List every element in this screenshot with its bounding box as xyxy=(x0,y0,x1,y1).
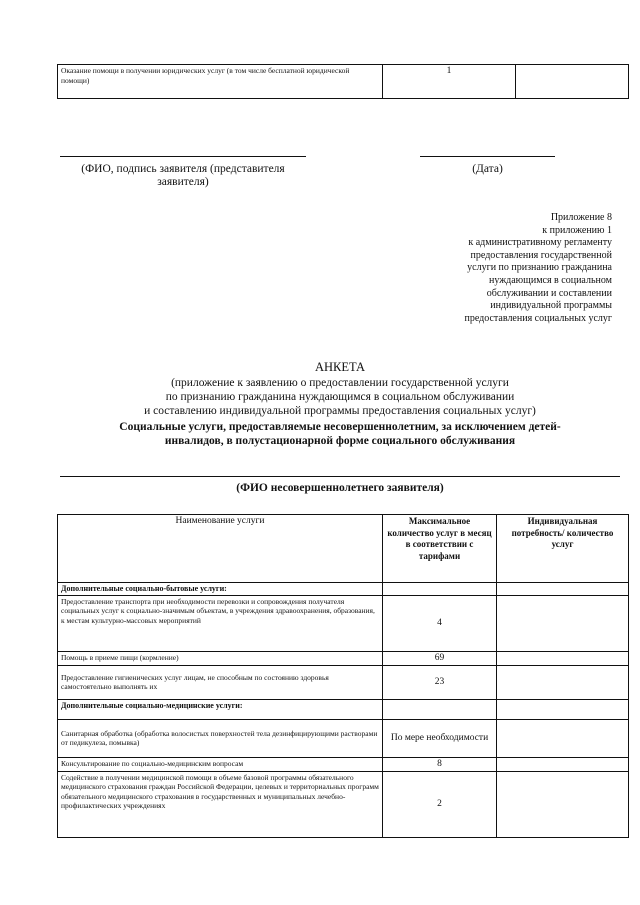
table-row xyxy=(58,65,629,99)
individual-cell xyxy=(497,651,629,665)
form-title: АНКЕТА xyxy=(314,360,366,374)
table-row xyxy=(58,699,629,719)
individual-cell xyxy=(497,595,629,651)
appendix-line: к приложению 1 xyxy=(542,224,612,236)
service-cell: Оказание помощи в получении юридических услуг (в том числе бесплатной юридической помощи) xyxy=(58,65,383,99)
appendix-line: предоставления социальных услуг xyxy=(464,312,612,324)
signature-line xyxy=(60,156,306,157)
applicant-name-label: (ФИО несовершеннолетнего заявителя) xyxy=(236,482,444,494)
individual-cell xyxy=(497,757,629,771)
empty-cell xyxy=(383,583,497,596)
max-count-cell: 8 xyxy=(383,757,497,771)
table-row xyxy=(58,757,629,771)
header-service: Наименование услуги xyxy=(58,515,383,583)
max-count-cell: 23 xyxy=(383,665,497,699)
max-count-cell: 4 xyxy=(383,595,497,651)
empty-cell xyxy=(497,583,629,596)
heading-line: инвалидов, в полустационарной форме социального обслуживания xyxy=(164,435,516,447)
date-line xyxy=(420,156,555,157)
appendix-line: нуждающимся в социальном xyxy=(489,274,612,286)
max-count-cell: 1 xyxy=(383,65,516,99)
service-cell: Консультирование по социально-медицинским вопросам xyxy=(58,757,383,771)
subtitle-line: и составлению индивидуальной программы предоставления социальных услуг) xyxy=(144,405,536,417)
form-heading xyxy=(40,420,640,448)
individual-cell xyxy=(516,65,629,99)
appendix-line: услуги по признанию гражданина xyxy=(467,262,612,274)
signature-label: (ФИО, подпись заявителя (представителя заявителя) xyxy=(81,163,285,188)
individual-cell xyxy=(497,771,629,837)
empty-cell xyxy=(497,699,629,719)
service-cell: Предоставление гигиенических услуг лицам, не способным по состоянию здоровья самостоятельно выполнять их xyxy=(58,665,383,699)
max-count-cell: 2 xyxy=(383,771,497,837)
individual-cell xyxy=(497,719,629,757)
header-max-count: Максимальное количество услуг в месяц в соответствии с тарифами xyxy=(383,515,497,583)
service-cell: Содействие в получении медицинской помощи в объеме базовой программы обязательного медицинского страхования граждан Российской Федерации, целевых и территориальных программ обязательного медицинского страхования в государственных и муниципальных лечебно-профилактических учреждениях xyxy=(58,771,383,837)
max-count-cell: По мере необходимости xyxy=(383,719,497,757)
table-row xyxy=(58,595,629,651)
appendix-line: Приложение 8 xyxy=(550,212,612,223)
section-title: Дополнительные социально-бытовые услуги: xyxy=(58,583,383,596)
empty-cell xyxy=(383,699,497,719)
appendix-line: к административному регламенту xyxy=(468,237,612,249)
heading-line: Социальные услуги, предоставляемые несовершеннолетним, за исключением детей- xyxy=(119,421,561,433)
date-label: (Дата) xyxy=(472,163,503,175)
table-row xyxy=(58,651,629,665)
individual-cell xyxy=(497,665,629,699)
max-count-cell: 69 xyxy=(383,651,497,665)
services-table xyxy=(57,514,629,838)
service-cell: Санитарная обработка (обработка волосистых поверхностей тела дезинфицирующими растворами от педикулеза, помывка) xyxy=(58,719,383,757)
table-row xyxy=(58,771,629,837)
table-row xyxy=(58,719,629,757)
section-title: Дополнительные социально-медицинские услуги: xyxy=(58,699,383,719)
service-cell: Помощь в приеме пищи (кормление) xyxy=(58,651,383,665)
subtitle-line: по признанию гражданина нуждающимся в социальном обслуживании xyxy=(165,391,515,403)
form-subtitle xyxy=(40,376,640,418)
table-row xyxy=(58,665,629,699)
service-cell: Предоставление транспорта при необходимости перевозки и сопровождения получателя социальных услуг к социально-значимым объектам, в учреждения здравоохранения, образования, к местам культурно-массовых мероприятий xyxy=(58,595,383,651)
top-service-table xyxy=(57,64,629,99)
applicant-name-line xyxy=(60,476,620,477)
appendix-line: предоставления государственной xyxy=(470,249,612,261)
appendix-reference xyxy=(380,212,612,325)
subtitle-line: (приложение к заявлению о предоставлении государственной услуги xyxy=(171,377,509,389)
appendix-line: индивидуальной программы xyxy=(490,300,612,312)
table-row xyxy=(58,583,629,596)
header-individual: Индивидуальная потребность/ количество услуг xyxy=(497,515,629,583)
table-header-row xyxy=(58,515,629,583)
appendix-line: обслуживании и составлении xyxy=(486,287,612,299)
